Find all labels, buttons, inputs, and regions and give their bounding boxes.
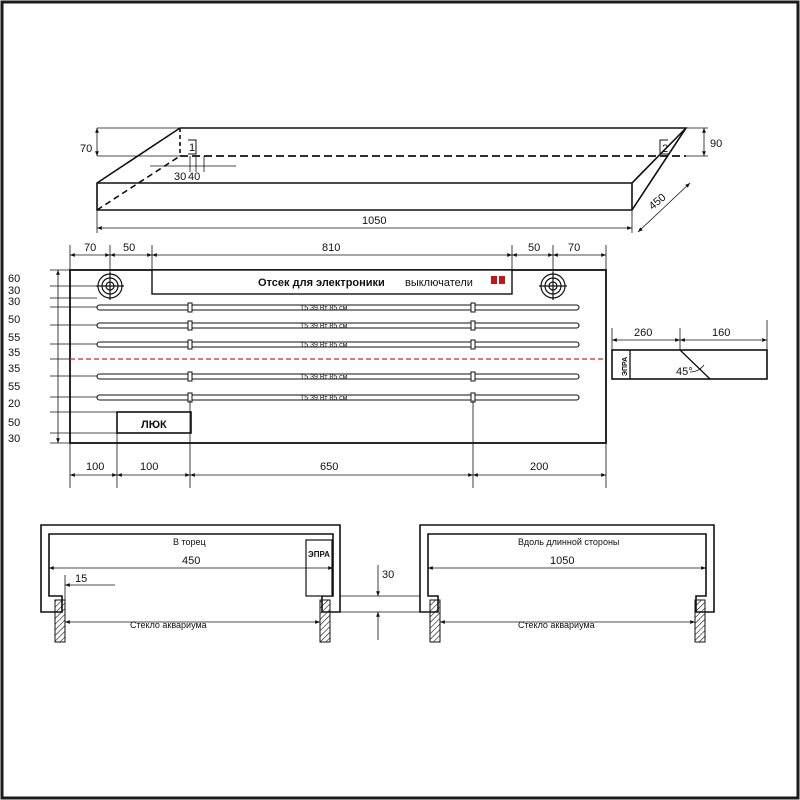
dim-450-iso: 450	[646, 191, 669, 213]
dim-40-iso: 40	[188, 171, 201, 183]
electronics-label: Отсек для электроники	[258, 277, 385, 289]
gap-30: 30	[382, 569, 395, 581]
glass-long-right-hatch	[695, 600, 705, 642]
dim-left-9: 20	[8, 398, 21, 410]
dim-30-iso: 30	[174, 171, 187, 183]
ballast-angle: 45°	[676, 366, 693, 378]
dim-left-2: 30	[8, 285, 21, 297]
dim-left-6: 35	[8, 347, 21, 359]
section-end-dimension-lines	[49, 565, 420, 640]
lamp-label-4: T5 39 Вт 85 см	[300, 374, 348, 381]
switch-2	[499, 276, 505, 284]
dim-left-8: 55	[8, 381, 21, 393]
section-long-width: 1050	[550, 555, 575, 567]
isometric-view	[97, 128, 686, 210]
section-end-lip: 15	[75, 573, 88, 585]
lamp-label-2: T5 39 Вт 85 см	[300, 323, 348, 330]
dim-bottom-1: 100	[86, 461, 105, 473]
dim-left-1: 60	[8, 273, 21, 285]
section-end-ballast: ЭПРА	[308, 550, 330, 559]
hatch-label: ЛЮК	[141, 419, 167, 431]
dim-bottom-4: 200	[530, 461, 549, 473]
ballast-label: ЭПРА	[622, 356, 629, 376]
dim-top-2: 50	[123, 242, 136, 254]
dim-top-1: 70	[84, 242, 97, 254]
section-long-title: Вдоль длинной стороны	[518, 537, 620, 547]
section-end-glass: Стекло аквариума	[130, 620, 207, 630]
section-end-width: 450	[182, 555, 201, 567]
dim-left-7: 35	[8, 363, 21, 375]
lamp-label-1: T5 39 Вт 85 см	[300, 305, 348, 312]
dim-70-iso: 70	[80, 143, 93, 155]
top-view-panel	[70, 270, 606, 443]
switches-label: выключатели	[405, 277, 473, 289]
dim-left-5: 55	[8, 332, 21, 344]
glass-right-hatch	[320, 600, 330, 642]
dim-left-3: 30	[8, 296, 21, 308]
section-long-dimension-lines	[428, 568, 706, 622]
dim-bottom-3: 650	[320, 461, 339, 473]
dim-bottom-2: 100	[140, 461, 159, 473]
section-end-title: В торец	[173, 537, 206, 547]
dim-top-5: 70	[568, 242, 581, 254]
dim-left-4: 50	[8, 314, 21, 326]
dim-top-4: 50	[528, 242, 541, 254]
lamp-label-5: T5 39 Вт 85 см	[300, 395, 348, 402]
marker-1: 1	[189, 142, 196, 154]
ballast-dim-260: 260	[634, 327, 653, 339]
glass-long-left-hatch	[430, 600, 440, 642]
dim-left-10: 50	[8, 417, 21, 429]
dim-top-3: 810	[322, 242, 341, 254]
ballast-dim-160: 160	[712, 327, 731, 339]
dim-90-iso: 90	[710, 138, 723, 150]
dim-left-11: 30	[8, 433, 21, 445]
marker-2: 2	[662, 143, 669, 155]
switch-1	[491, 276, 497, 284]
dim-1050-iso: 1050	[362, 215, 387, 227]
lamp-label-3: T5 39 Вт 85 см	[300, 342, 348, 349]
section-long-glass: Стекло аквариума	[518, 620, 595, 630]
glass-left-hatch	[55, 600, 65, 642]
